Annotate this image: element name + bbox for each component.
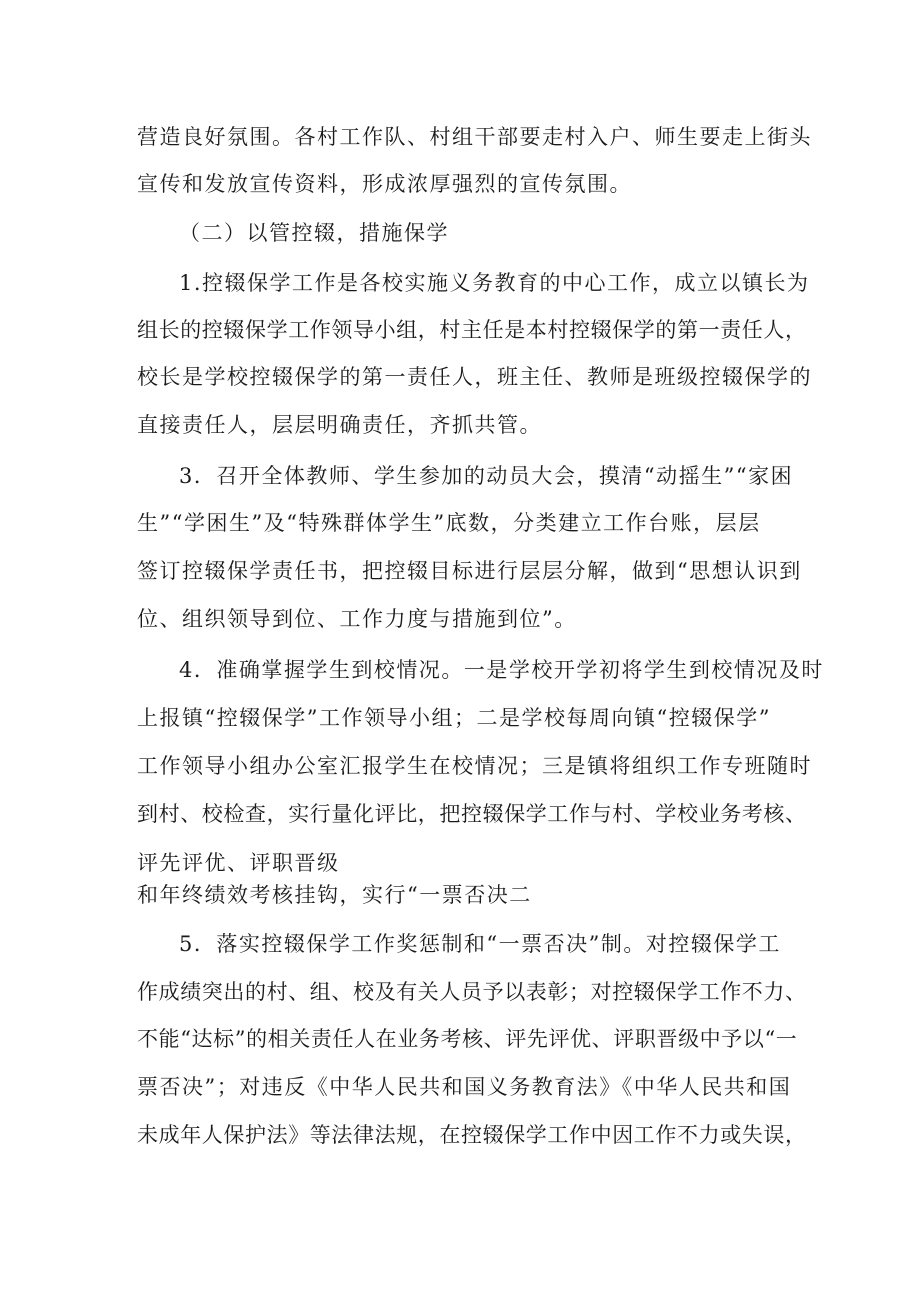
text-line-6: 校长是学校控辍保学的第一责任人，班主任、教师是班级控辍保学的 [137, 365, 812, 389]
text-line-11: 位、组织领导到位、工作力度与措施到位”。 [137, 607, 577, 631]
text-line-22: 未成年人保护法》等法律法规，在控辍保学工作中因工作不力或失误， [137, 1123, 807, 1147]
section-heading: （二）以管控辍，措施保学 [179, 221, 449, 245]
text-line-17: 和年终绩效考核挂钩，实行“一票否决二 [137, 883, 532, 907]
text-line-1: 营造良好氛围。各村工作队、村组干部要走村入户、师生要走上街头 [137, 125, 812, 149]
text-line-14: 工作领导小组办公室汇报学生在校情况；三是镇将组织工作专班随时 [137, 754, 812, 778]
text-line-12: 4．准确掌握学生到校情况。一是学校开学初将学生到校情况及时 [179, 658, 824, 682]
text-line-13: 上报镇“控辍保学”工作领导小组；二是学校每周向镇“控辍保学” [137, 706, 771, 730]
text-line-5: 组长的控辍保学工作领导小组，村主任是本村控辍保学的第一责任人， [137, 318, 807, 342]
text-line-16: 评先评优、评职晋级 [137, 851, 340, 875]
text-line-9: 生”“学困生”及“特殊群体学生”底数，分类建立工作台账，层层 [137, 511, 761, 535]
text-line-8: 3．召开全体教师、学生参加的动员大会，摸清“动摇生”“家困 [179, 464, 794, 488]
text-line-10: 签订控辍保学责任书，把控辍目标进行层层分解，做到“思想认识到 [137, 559, 802, 583]
text-line-19: 作成绩突出的村、组、校及有关人员予以表彰；对控辍保学工作不力、 [137, 980, 807, 1004]
text-line-21: 票否决”；对违反《中华人民共和国义务教育法》《中华人民共和国 [137, 1075, 792, 1099]
text-line-20: 不能“达标”的相关责任人在业务考核、评先评优、评职晋级中予以“一 [137, 1027, 798, 1051]
text-line-15: 到村、校检查，实行量化评比，把控辍保学工作与村、学校业务考核、 [137, 802, 807, 826]
text-line-2: 宣传和发放宣传资料，形成浓厚强烈的宣传氛围。 [137, 172, 632, 196]
text-line-18: 5．落实控辍保学工作奖惩制和“一票否决”制。对控辍保学工 [179, 932, 781, 956]
text-line-7: 直接责任人，层层明确责任，齐抓共管。 [137, 413, 542, 437]
text-line-4: 1.控辍保学工作是各校实施义务教育的中心工作，成立以镇长为 [179, 271, 810, 295]
